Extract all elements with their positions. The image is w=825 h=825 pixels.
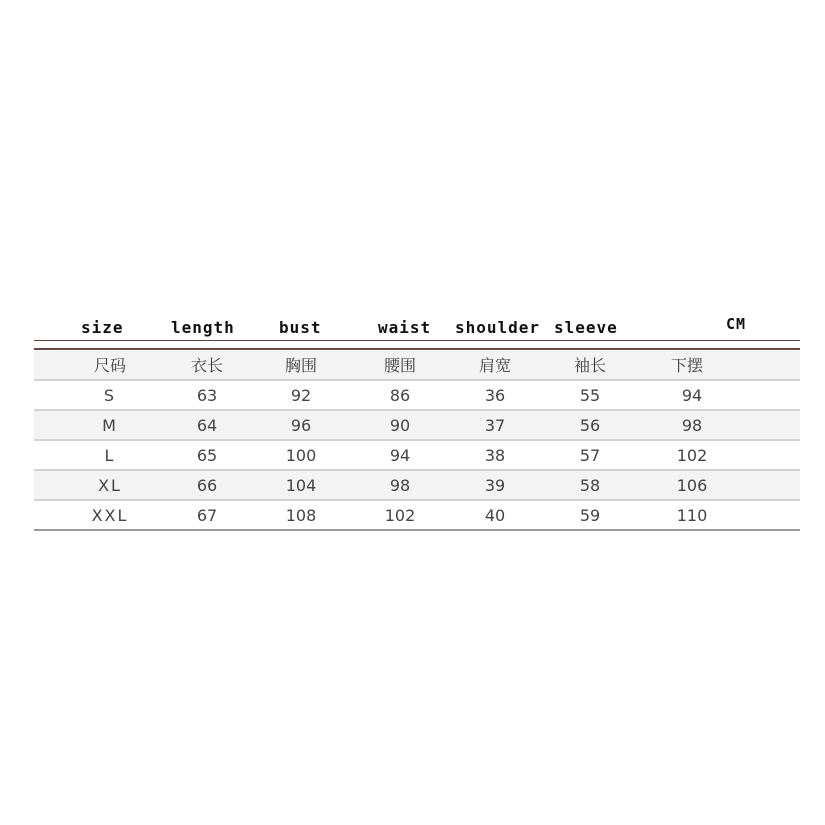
cell-waist: 86 [389, 386, 411, 405]
cell-bust: 104 [285, 476, 317, 495]
col-header-shoulder: 肩宽 [478, 356, 511, 375]
cell-sleeve: 58 [579, 476, 601, 495]
cell-shoulder: 37 [484, 416, 506, 435]
cell-bust: 92 [290, 386, 312, 405]
header-size: size [81, 318, 124, 337]
table-row [34, 471, 800, 501]
cell-waist: 90 [389, 416, 411, 435]
header-rule-top [34, 340, 800, 341]
cell-size: L [104, 446, 116, 465]
cell-size: M [102, 416, 118, 435]
header-waist: waist [378, 318, 432, 337]
table-row [34, 501, 800, 531]
cell-shoulder: 38 [484, 446, 506, 465]
cell-size: S [103, 386, 117, 405]
cell-hem: 106 [676, 476, 708, 495]
header-shoulder: shoulder [455, 318, 541, 337]
cell-sleeve: 59 [579, 506, 601, 525]
col-header-waist: 腰围 [383, 356, 416, 375]
cell-length: 64 [196, 416, 218, 435]
header-bust: bust [279, 318, 322, 337]
english-header-row [0, 312, 825, 342]
cell-sleeve: 57 [579, 446, 601, 465]
header-rule-bottom [34, 348, 800, 350]
cell-hem: 94 [681, 386, 703, 405]
cell-sleeve: 56 [579, 416, 601, 435]
header-length: length [171, 318, 235, 337]
table-row [34, 381, 800, 411]
col-header-size: 尺码 [93, 356, 126, 375]
cell-size: XL [98, 476, 122, 495]
size-table [34, 351, 800, 531]
cell-size: XXL [91, 506, 129, 525]
cell-waist: 98 [389, 476, 411, 495]
col-header-length: 衣长 [190, 356, 223, 375]
cell-shoulder: 36 [484, 386, 506, 405]
cell-length: 63 [196, 386, 218, 405]
cell-bust: 100 [285, 446, 317, 465]
cell-bust: 96 [290, 416, 312, 435]
cell-sleeve: 55 [579, 386, 601, 405]
cell-length: 66 [196, 476, 218, 495]
cell-length: 67 [196, 506, 218, 525]
table-row [34, 441, 800, 471]
cell-hem: 110 [676, 506, 708, 525]
cell-waist: 102 [384, 506, 416, 525]
cell-shoulder: 39 [484, 476, 506, 495]
cell-length: 65 [196, 446, 218, 465]
unit-label: CM [726, 315, 747, 333]
col-header-hem: 下摆 [670, 356, 703, 375]
cell-hem: 98 [681, 416, 703, 435]
cell-waist: 94 [389, 446, 411, 465]
cell-hem: 102 [676, 446, 708, 465]
cell-shoulder: 40 [484, 506, 506, 525]
header-sleeve: sleeve [554, 318, 618, 337]
table-header-row [34, 351, 800, 381]
table-row [34, 411, 800, 441]
cell-bust: 108 [285, 506, 317, 525]
col-header-bust: 胸围 [284, 356, 317, 375]
col-header-sleeve: 袖长 [573, 356, 606, 375]
